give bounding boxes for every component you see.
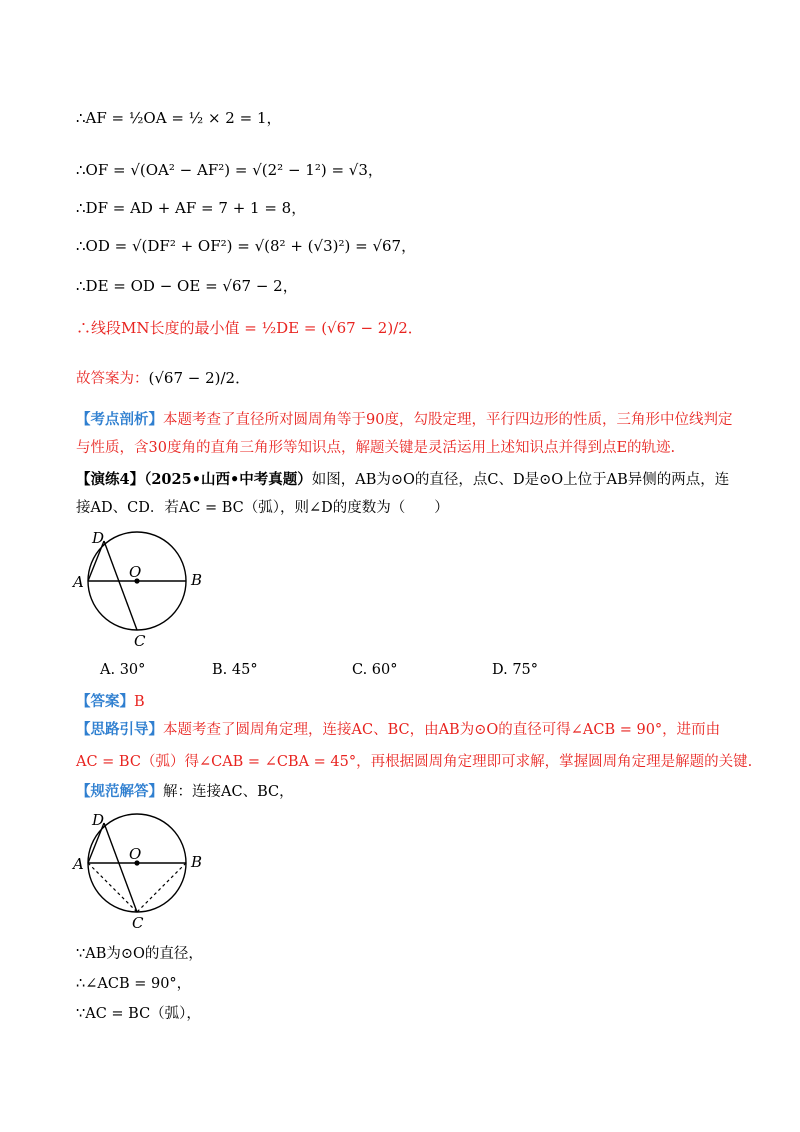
solution-step-1 [76,944,740,964]
label-d: D [92,529,105,547]
solution-step-1-text: ∵AB为⊙O的直径， [76,946,203,962]
hint-text-2: AC = BC（弧）得∠CAB = ∠CBA = 45°，再根据圆周角定理即可求解，掌握圆周角定理是解题的关键. [76,754,753,770]
problem-text: 如图，AB为⊙O的直径，点C、D是⊙O上位于AB异侧的两点，连接AD、CD．若AC = BC（弧），则∠D的度数为（ ） [76,472,730,516]
solution-step-3-text: ∵AC = BC（弧）， [76,1006,201,1022]
choice-d-letter: D. [492,662,508,678]
calc-af: ∴AF = ½OA = ½ × 2 = 1， [76,109,282,127]
label-c: C [132,914,144,932]
choice-d-value: 75° [512,662,539,678]
hint-line-1 [76,720,740,740]
solution-step-2-text: ∴∠ACB = 90°， [76,976,192,992]
solution-header [76,782,740,802]
label-b: B [191,571,203,589]
label-o: O [129,845,142,863]
choice-b[interactable] [212,662,258,678]
final-answer-value: (√67 − 2)/2． [148,369,251,387]
hint-tag: 【思路引导】 [76,721,163,738]
label-c: C [134,632,146,650]
hint-text-1: 本题考查了圆周角定理，连接AC、BC，由AB为⊙O的直径可得∠ACB = 90°，进而由 [163,722,721,738]
chord-ad [88,541,104,581]
calc-od: ∴OD = √(DF² + OF²) = √(8² + (√3)²) = √67， [76,237,417,255]
final-answer-prefix: 故答案为： [76,371,149,387]
chord-dc [104,823,137,912]
calc-of: ∴OF = √(OA² − AF²) = √(2² − 1²) = √3， [76,161,383,179]
calc-de: ∴DE = OD − OE = √67 − 2， [76,277,298,295]
choice-b-letter: B. [212,662,228,678]
answer-choices [100,662,620,684]
choice-a-value: 30° [119,662,146,678]
final-answer [76,368,740,389]
label-o: O [129,563,142,581]
analysis-section [76,406,736,462]
choice-a-letter: A. [100,662,116,678]
chord-ad [88,823,104,863]
label-a: A [73,855,84,873]
problem-section [76,466,736,522]
analysis-tag: 【考点剖析】 [76,411,163,428]
answer-value: B [134,694,145,710]
problem-tag: 【演练4】（2025•山西•中考真题） [76,471,312,488]
calc-mn [76,318,740,338]
label-d: D [92,811,105,829]
solution-intro: 解：连接AC、BC， [163,784,294,800]
circle-figure-2 [70,810,210,936]
label-a: A [73,573,84,591]
solution-step-3 [76,1004,740,1024]
circle-figure-1 [70,526,210,652]
hint-line-2 [76,752,753,772]
choice-a[interactable] [100,662,145,678]
choice-c-letter: C. [352,662,368,678]
answer-tag: 【答案】 [76,693,134,710]
chord-dc [104,541,137,630]
calc-df: ∴DF = AD + AF = 7 + 1 = 8， [76,199,307,217]
analysis-text: 本题考查了直径所对圆周角等于90度，勾股定理，平行四边形的性质，三角形中位线判定与性质，含30度角的直角三角形等知识点，解题关键是灵活运用上述知识点并得到点E的轨迹. [76,412,733,456]
solution-step-2 [76,974,740,994]
choice-d[interactable] [492,662,538,678]
choice-c[interactable] [352,662,398,678]
calc-mn-text: ∴线段MN长度的最小值 = ½DE = (√67 − 2)/2． [76,319,423,337]
answer-section [76,692,740,712]
solution-tag: 【规范解答】 [76,783,163,800]
choice-b-value: 45° [231,662,258,678]
label-b: B [191,853,203,871]
choice-c-value: 60° [371,662,398,678]
